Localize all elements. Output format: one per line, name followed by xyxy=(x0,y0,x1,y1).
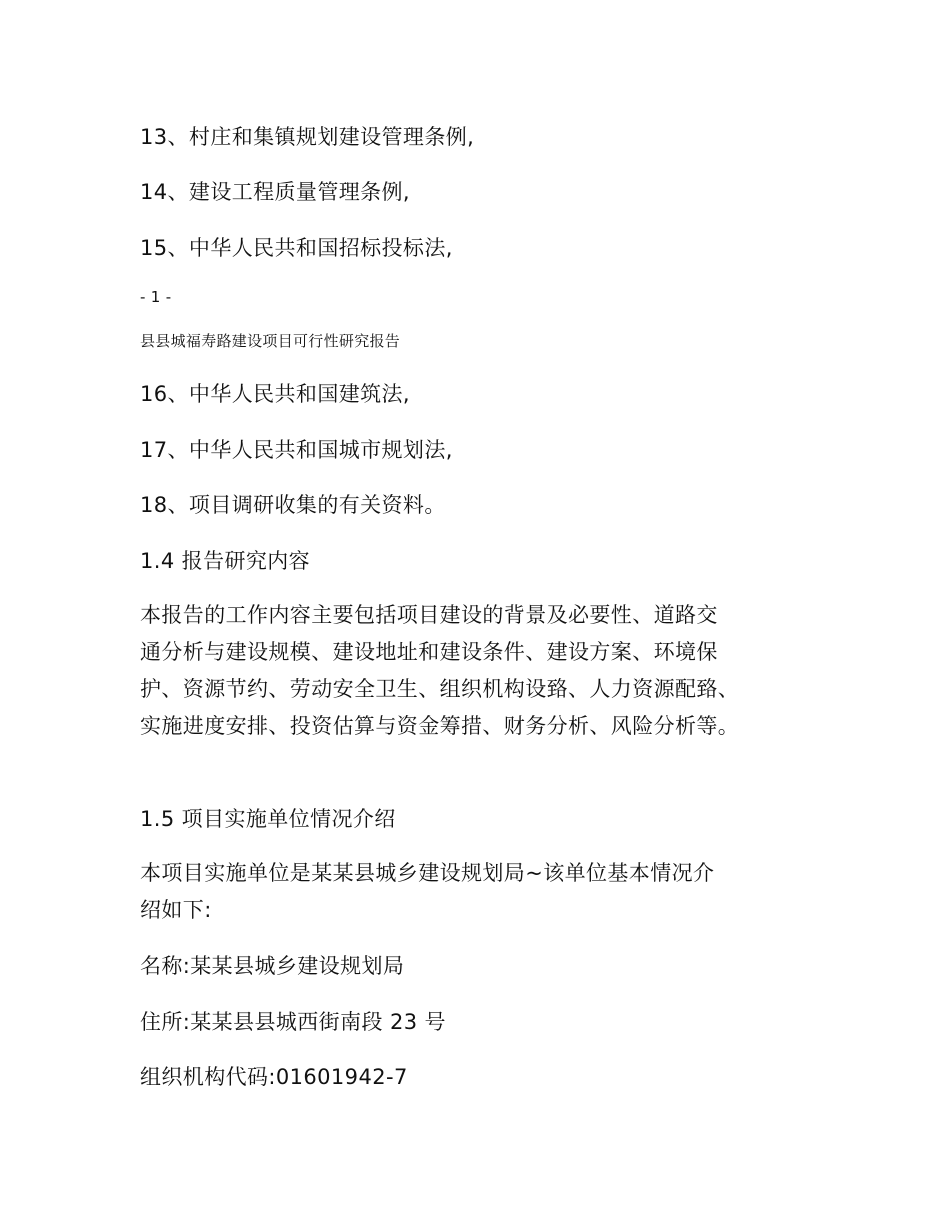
org-address: 住所:某某县县城西街南段 23 号 xyxy=(140,1010,446,1034)
paragraph-line: 本报告的工作内容主要包括项目建设的背景及必要性、道路交 xyxy=(140,603,718,627)
list-item: 17、中华人民共和国城市规划法, xyxy=(140,438,453,462)
paragraph-line: 绍如下: xyxy=(140,898,212,922)
paragraph xyxy=(140,855,830,929)
org-code: 组织机构代码:01601942-7 xyxy=(140,1065,408,1089)
section-heading: 1.4 报告研究内容 xyxy=(140,549,311,573)
paragraph-line: 实施进度安排、投资估算与资金筹措、财务分析、风险分析等。 xyxy=(140,714,740,738)
org-name: 名称:某某县城乡建设规划局 xyxy=(140,954,405,978)
list-item: 18、项目调研收集的有关资料。 xyxy=(140,493,446,517)
section-heading: 1.5 项目实施单位情况介绍 xyxy=(140,807,396,831)
paragraph-line: 通分析与建设规模、建设地址和建设条件、建设方案、环境保 xyxy=(140,640,718,664)
list-item: 14、建设工程质量管理条例, xyxy=(140,180,410,204)
list-item: 15、中华人民共和国招标投标法, xyxy=(140,236,453,260)
paragraph xyxy=(140,597,830,745)
paragraph-line: 护、资源节约、劳动安全卫生、组织机构设臵、人力资源配臵、 xyxy=(140,677,740,701)
running-header: 县县城福寿路建设项目可行性研究报告 xyxy=(140,332,401,350)
list-item: 13、村庄和集镇规划建设管理条例, xyxy=(140,125,475,149)
paragraph-line: 本项目实施单位是某某县城乡建设规划局~该单位基本情况介 xyxy=(140,861,715,885)
list-item: 16、中华人民共和国建筑法, xyxy=(140,382,410,406)
page-number: - 1 - xyxy=(140,288,172,306)
